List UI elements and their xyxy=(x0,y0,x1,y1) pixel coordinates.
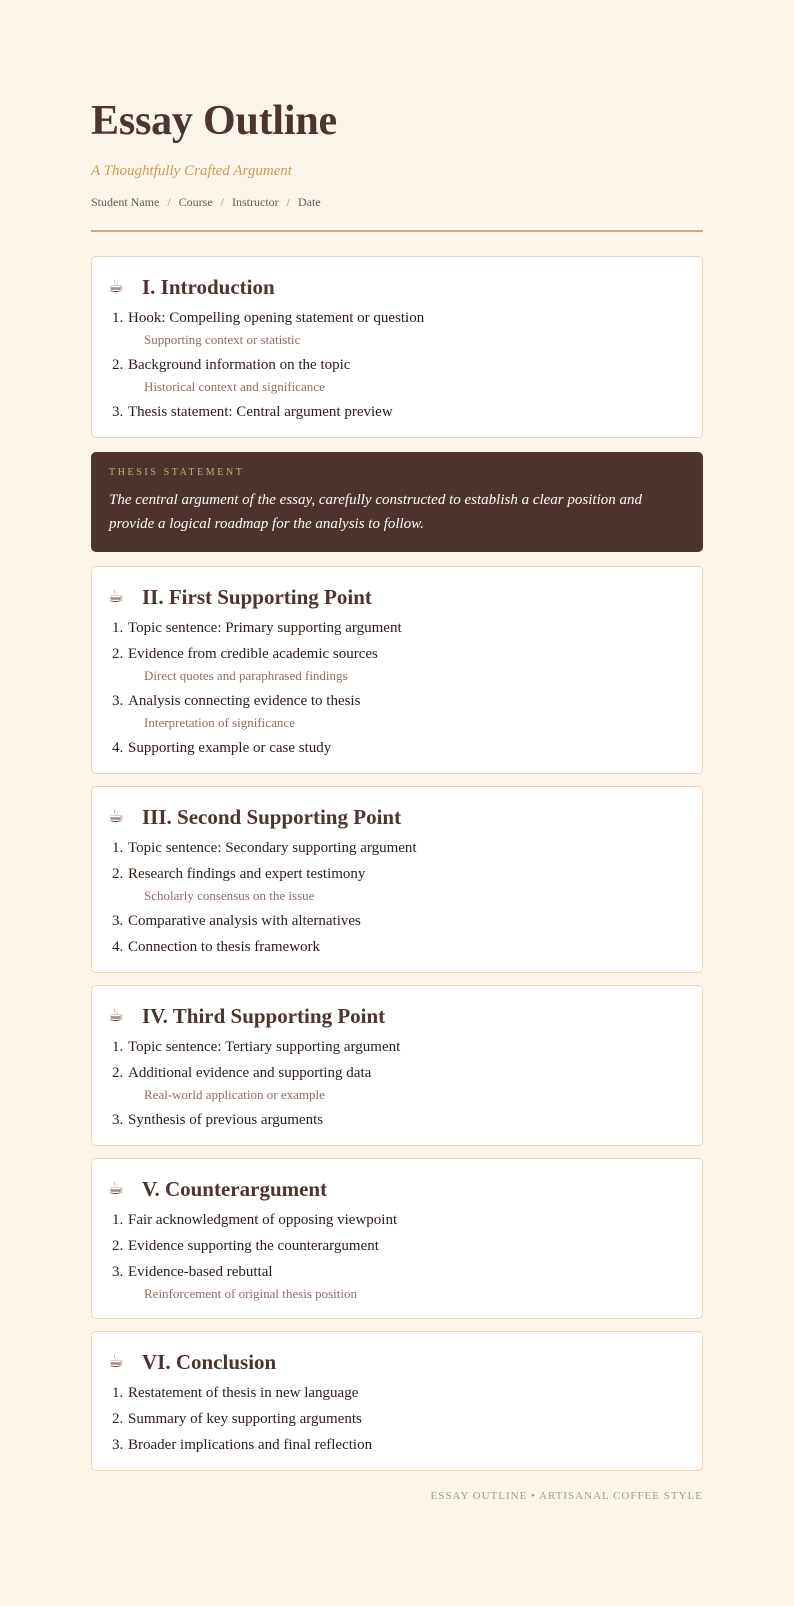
item-number: 3. xyxy=(112,404,124,420)
thesis-text: The central argument of the essay, carefully constructed to establish a clear position and provide a logical roadmap for the analysis to follow. xyxy=(109,492,642,532)
outline-section xyxy=(91,786,703,973)
item-number: 1. xyxy=(112,1212,124,1228)
outline-item xyxy=(108,938,686,956)
header-divider xyxy=(91,230,703,232)
coffee-cup-icon: ☕ xyxy=(108,586,125,607)
outline-item xyxy=(108,309,686,348)
page-footer: ESSAY OUTLINE • ARTISANAL COFFEE STYLE xyxy=(430,1490,703,1502)
meta-separator: / xyxy=(286,195,291,209)
sub-item-text: Supporting context or statistic xyxy=(144,332,301,347)
item-text: Fair acknowledgment of opposing viewpoint xyxy=(128,1212,398,1228)
item-number: 2. xyxy=(112,1411,124,1427)
meta-date: Date xyxy=(298,195,321,209)
section-item-list xyxy=(108,839,686,956)
item-text: Topic sentence: Primary supporting argument xyxy=(128,620,402,636)
outline-item xyxy=(108,739,686,757)
item-number: 1. xyxy=(112,1039,124,1055)
section-header xyxy=(108,1348,686,1376)
item-text: Hook: Compelling opening statement or question xyxy=(128,310,425,326)
outline-section xyxy=(91,1158,703,1319)
section-item-list xyxy=(108,1038,686,1129)
item-text: Background information on the topic xyxy=(128,357,351,373)
outline-sections xyxy=(91,256,703,1471)
outline-section xyxy=(91,1331,703,1471)
sub-item-text: Real-world application or example xyxy=(144,1087,325,1102)
item-number: 4. xyxy=(112,939,124,955)
outline-item xyxy=(108,1038,686,1056)
thesis-statement-box xyxy=(91,452,703,552)
sub-item-text: Historical context and significance xyxy=(144,379,325,394)
outline-section xyxy=(91,256,703,438)
item-number: 1. xyxy=(112,310,124,326)
coffee-cup-icon: ☕ xyxy=(108,806,125,827)
section-title: I. Introduction xyxy=(142,275,275,299)
outline-item xyxy=(108,865,686,904)
item-text: Evidence supporting the counterargument xyxy=(128,1238,379,1254)
section-header xyxy=(108,1002,686,1030)
item-text: Broader implications and final reflection xyxy=(128,1437,373,1453)
section-item-list xyxy=(108,619,686,757)
outline-section xyxy=(91,985,703,1146)
outline-item xyxy=(108,1384,686,1402)
outline-item xyxy=(108,692,686,731)
item-text: Analysis connecting evidence to thesis xyxy=(128,693,361,709)
meta-line xyxy=(91,194,703,210)
sub-item-text: Reinforcement of original thesis position xyxy=(144,1286,358,1301)
item-number: 3. xyxy=(112,913,124,929)
section-header xyxy=(108,583,686,611)
item-number: 4. xyxy=(112,740,124,756)
item-text: Summary of key supporting arguments xyxy=(128,1411,362,1427)
thesis-label: THESIS STATEMENT xyxy=(109,467,245,478)
outline-item xyxy=(108,1263,686,1302)
sub-item-text: Interpretation of significance xyxy=(144,715,295,730)
outline-item xyxy=(108,1237,686,1255)
outline-item xyxy=(108,1064,686,1103)
coffee-cup-icon: ☕ xyxy=(108,1178,125,1199)
section-title: VI. Conclusion xyxy=(142,1350,277,1374)
item-number: 1. xyxy=(112,620,124,636)
item-number: 2. xyxy=(112,1065,124,1081)
section-header xyxy=(108,273,686,301)
item-text: Supporting example or case study xyxy=(128,740,332,756)
section-header xyxy=(108,803,686,831)
section-item-list xyxy=(108,1211,686,1302)
page-subtitle: A Thoughtfully Crafted Argument xyxy=(91,163,292,179)
item-text: Research findings and expert testimony xyxy=(128,866,366,882)
item-number: 2. xyxy=(112,866,124,882)
outline-section xyxy=(91,566,703,774)
item-text: Connection to thesis framework xyxy=(128,939,321,955)
section-header xyxy=(108,1175,686,1203)
outline-item xyxy=(108,356,686,395)
coffee-cup-icon: ☕ xyxy=(108,1351,125,1372)
item-text: Evidence from credible academic sources xyxy=(128,646,378,662)
item-text: Topic sentence: Tertiary supporting argument xyxy=(128,1039,401,1055)
item-text: Additional evidence and supporting data xyxy=(128,1065,372,1081)
item-text: Evidence-based rebuttal xyxy=(128,1264,273,1280)
item-text: Thesis statement: Central argument preview xyxy=(128,404,393,420)
outline-item xyxy=(108,645,686,684)
item-number: 3. xyxy=(112,1264,124,1280)
item-number: 2. xyxy=(112,1238,124,1254)
outline-item xyxy=(108,1436,686,1454)
section-item-list xyxy=(108,1384,686,1454)
section-title: II. First Supporting Point xyxy=(142,585,372,609)
outline-item xyxy=(108,839,686,857)
outline-item xyxy=(108,1410,686,1428)
outline-item xyxy=(108,619,686,637)
meta-instructor: Instructor xyxy=(232,195,279,209)
sub-item-text: Scholarly consensus on the issue xyxy=(144,888,315,903)
item-number: 3. xyxy=(112,1437,124,1453)
section-item-list xyxy=(108,309,686,421)
item-number: 3. xyxy=(112,1112,124,1128)
section-title: IV. Third Supporting Point xyxy=(142,1004,386,1028)
outline-item xyxy=(108,1111,686,1129)
item-text: Topic sentence: Secondary supporting argument xyxy=(128,840,417,856)
meta-separator: / xyxy=(220,195,225,209)
meta-separator: / xyxy=(167,195,171,209)
outline-page xyxy=(91,0,703,1503)
outline-item xyxy=(108,403,686,421)
item-number: 3. xyxy=(112,693,124,709)
coffee-cup-icon: ☕ xyxy=(108,276,125,297)
coffee-cup-icon: ☕ xyxy=(108,1005,125,1026)
meta-student-name: Student Name xyxy=(91,195,160,209)
item-number: 1. xyxy=(112,1385,124,1401)
item-number: 2. xyxy=(112,357,124,373)
item-text: Synthesis of previous arguments xyxy=(128,1112,324,1128)
page-title: Essay Outline xyxy=(91,98,337,144)
outline-item xyxy=(108,1211,686,1229)
item-text: Comparative analysis with alternatives xyxy=(128,913,361,929)
item-number: 1. xyxy=(112,840,124,856)
item-number: 2. xyxy=(112,646,124,662)
section-title: V. Counterargument xyxy=(142,1177,328,1201)
meta-course: Course xyxy=(178,195,213,209)
item-text: Restatement of thesis in new language xyxy=(128,1385,359,1401)
section-title: III. Second Supporting Point xyxy=(142,805,402,829)
outline-item xyxy=(108,912,686,930)
sub-item-text: Direct quotes and paraphrased findings xyxy=(144,668,348,683)
